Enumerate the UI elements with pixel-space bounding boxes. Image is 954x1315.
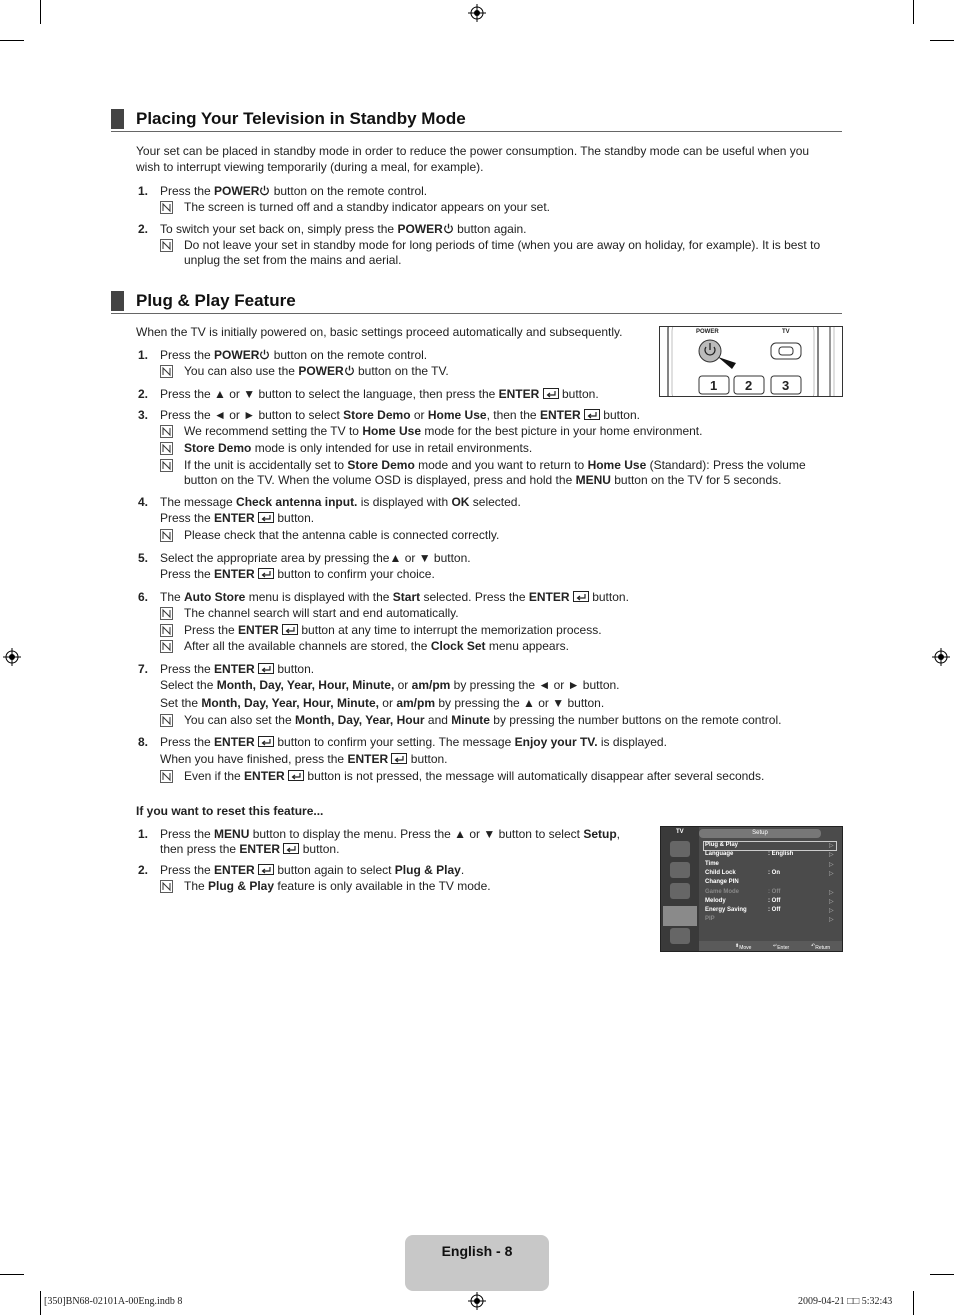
step-text: Press the ENTER button to confirm your setting. The message Enjoy your TV. is displayed. [160,735,667,749]
enter-icon [283,843,299,854]
osd-foot-move: ⬍ Move [735,943,752,951]
input-icon [670,928,690,944]
osd-setup-menu [660,826,843,952]
osd-foot-enter: ↵ Enter [773,943,790,951]
osd-item-value: : Off [768,907,781,913]
osd-item: Plug & Play [705,842,739,848]
print-date: 2009-04-21 □□ 5:32:43 [798,1296,893,1307]
remote-power-label: POWER [696,329,719,335]
note-icon [160,459,173,472]
enter-icon [584,409,600,420]
registration-mark-icon [3,648,21,666]
registration-mark-icon [468,4,486,22]
enter-icon [258,864,274,875]
osd-arrow-icon: ▷ [829,917,834,923]
step-text: Set the Month, Day, Year, Hour, Minute, or am/pm by pressing the ▲ or ▼ button. [160,696,605,710]
osd-arrow-icon: ▷ [829,871,834,877]
step-text: Press the ENTER button to confirm your choice. [160,567,435,581]
step-number: 6. [138,590,149,604]
step-text: Press the ▲ or ▼ button to select the language, then press the ENTER button. [160,387,599,401]
crop-mark [0,40,24,41]
step-text: Select the Month, Day, Year, Hour, Minute, or am/pm by pressing the ◄ or ► button. [160,678,620,692]
note-icon [160,880,173,893]
note-icon [160,365,173,378]
power-icon [344,365,355,376]
page-number: English - 8 [441,1243,513,1259]
step-text: Press the ENTER button. [160,511,315,525]
remote-key-3: 3 [782,378,790,393]
step-text: To switch your set back on, simply press the POWER button again. [160,222,527,236]
section-heading-plug-play [111,291,842,314]
note-icon [160,624,173,637]
step-number: 2. [138,387,149,401]
step-number: 1. [138,184,149,198]
channel-icon [670,883,690,899]
power-icon [259,349,270,360]
step-number: 4. [138,495,149,509]
sound-icon [670,862,690,878]
heading-bar [111,291,124,311]
note-icon [160,425,173,438]
step-number: 5. [138,551,149,565]
step-text: Press the MENU button to display the menu. Press the ▲ or ▼ button to select Setup, [160,827,620,841]
step-number: 7. [138,662,149,676]
osd-item-value: : On [768,870,780,876]
note-icon [160,529,173,542]
step-text: Press the POWER button on the remote control. [160,184,428,198]
osd-item: Energy Saving [705,907,747,913]
osd-arrow-icon: ▷ [829,890,834,896]
osd-arrow-icon: ▷ [829,899,834,905]
osd-item-value: : English [768,851,794,857]
osd-footer [699,941,842,951]
crop-mark [40,0,41,24]
crop-mark [913,0,914,24]
crop-mark [930,40,954,41]
enter-icon [282,624,298,635]
osd-item: Time [705,861,719,867]
page-number-tab [405,1235,549,1291]
power-icon [259,185,270,196]
step-number: 1. [138,827,149,841]
enter-icon [573,591,589,602]
crop-mark [0,1274,24,1275]
step-text: The Auto Store menu is displayed with the Start selected. Press the ENTER button. [160,590,629,604]
step-text: Press the POWER button on the remote control. [160,348,428,362]
osd-item: Language [705,851,734,857]
note-icon [160,607,173,620]
note-icon [160,239,173,252]
step-number: 2. [138,222,149,236]
enter-icon [258,663,274,674]
note-icon [160,770,173,783]
osd-item-value: : Off [768,889,781,895]
step-number: 3. [138,408,149,422]
intro-paragraph: When the TV is initially powered on, basic settings proceed automatically and subsequently. [136,325,623,339]
section-heading-standby [111,109,842,132]
note-icon [160,442,173,455]
osd-arrow-icon: ▷ [829,852,834,858]
registration-mark-icon [932,648,950,666]
step-text: The message Check antenna input. is displayed with OK selected. [160,495,521,509]
picture-icon [670,841,690,857]
remote-tv-label: TV [782,329,790,335]
step-text: Press the ◄ or ► button to select Store Demo or Home Use, then the ENTER button. [160,408,640,422]
reset-subheading: If you want to reset this feature... [136,804,324,818]
step-text: When you have finished, press the ENTER button. [160,752,448,766]
crop-mark [913,1291,914,1315]
note-icon [160,640,173,653]
step-number: 2. [138,863,149,877]
step-text: Press the ENTER button again to select Plug & Play. [160,863,465,877]
enter-icon [258,568,274,579]
osd-sidebar [661,827,699,951]
note-icon [160,714,173,727]
osd-item: PIP [705,916,715,922]
note-icon [160,201,173,214]
osd-arrow-icon: ▷ [829,862,834,868]
osd-item: Change PIN [705,879,739,885]
remote-control-illustration [659,326,843,397]
osd-item: Game Mode [705,889,740,895]
enter-icon [543,388,559,399]
registration-mark-icon [468,1292,486,1310]
intro-paragraph: Your set can be placed in standby mode in order to reduce the power consumption. The standby mode can be useful when you wish to interrupt viewing temporarily (during a meal, for example). [136,144,810,174]
file-info: [350]BN68-02101A-00Eng.indb 8 [44,1296,183,1307]
osd-source-label: TV [676,829,684,835]
osd-item-value: : Off [768,898,781,904]
enter-icon [391,753,407,764]
step-number: 8. [138,735,149,749]
step-text: Select the appropriate area by pressing the▲ or ▼ button. [160,551,471,565]
osd-arrow-icon: ▷ [829,843,834,849]
remote-key-1: 1 [710,378,718,393]
osd-item: Child Lock [705,870,736,876]
step-text: then press the ENTER button. [160,842,340,856]
enter-icon [258,512,274,523]
osd-item: Melody [705,898,726,904]
step-number: 1. [138,348,149,362]
osd-foot-return: ↶ Return [811,943,831,951]
enter-icon [288,770,304,781]
crop-mark [40,1291,41,1315]
power-icon [443,223,454,234]
section-title: Plug & Play Feature [136,291,296,310]
osd-tab-setup: Setup [699,829,821,838]
step-text: Press the ENTER button. [160,662,315,676]
remote-key-2: 2 [745,378,753,393]
heading-bar [111,109,124,129]
enter-icon [258,736,274,747]
osd-arrow-icon: ▷ [829,908,834,914]
setup-icon [663,906,697,926]
crop-mark [930,1274,954,1275]
section-title: Placing Your Television in Standby Mode [136,109,466,128]
